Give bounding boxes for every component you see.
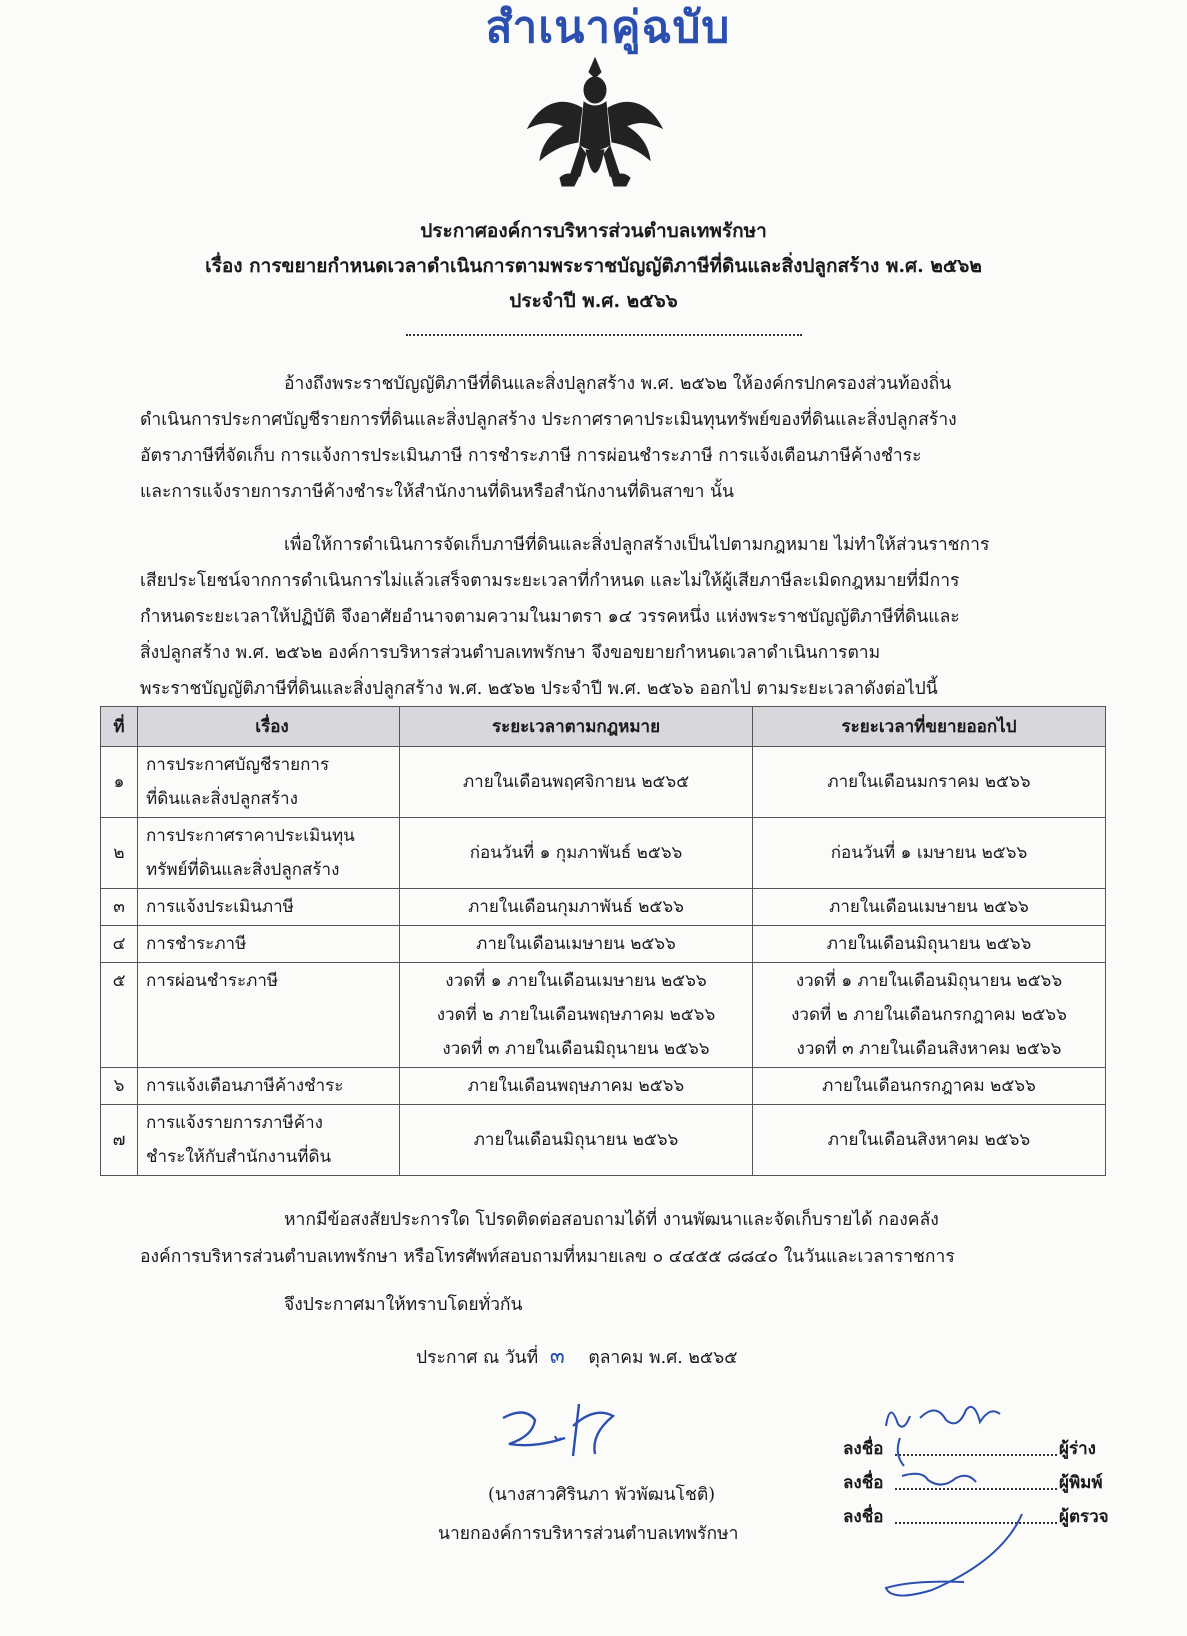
table-row bbox=[101, 963, 1106, 1068]
row-legal-period: ภายในเดือนมิถุนายน ๒๕๖๖ bbox=[400, 1105, 753, 1176]
row-no: ๗ bbox=[101, 1105, 138, 1176]
row-extended-period: ภายในเดือนมิถุนายน ๒๕๖๖ bbox=[753, 926, 1106, 963]
paragraph-line: เพื่อให้การดำเนินการจัดเก็บภาษีที่ดินและสิ่งปลูกสร้างเป็นไปตามกฎหมาย ไม่ทำให้ส่วนราชการ bbox=[284, 535, 990, 555]
topic-line: ทรัพย์ที่ดินและสิ่งปลูกสร้าง bbox=[146, 860, 340, 880]
typist-initial-signature-icon bbox=[890, 1436, 930, 1470]
topic-line: ที่ดินและสิ่งปลูกสร้าง bbox=[146, 789, 298, 809]
signatory-position: นายกองค์การบริหารส่วนตำบลเทพรักษา bbox=[438, 1524, 739, 1544]
installment-line: งวดที่ ๓ ภายในเดือนสิงหาคม ๒๕๖๖ bbox=[796, 1039, 1062, 1059]
installment-line: งวดที่ ๑ ภายในเดือนเมษายน ๒๕๖๖ bbox=[445, 971, 707, 991]
row-no: ๔ bbox=[101, 926, 138, 963]
header-extended-period: ระยะเวลาที่ขยายออกไป bbox=[753, 707, 1106, 747]
row-no: ๓ bbox=[101, 889, 138, 926]
table-row bbox=[101, 926, 1106, 963]
row-extended-period: ภายในเดือนสิงหาคม ๒๕๖๖ bbox=[753, 1105, 1106, 1176]
row-extended-period: ภายในเดือนเมษายน ๒๕๖๖ bbox=[753, 889, 1106, 926]
installment-line: งวดที่ ๒ ภายในเดือนกรกฎาคม ๒๕๖๖ bbox=[791, 1005, 1067, 1025]
row-legal-period: ภายในเดือนพฤษภาคม ๒๕๖๖ bbox=[400, 1068, 753, 1105]
row-legal-period: ภายในเดือนกุมภาพันธ์ ๒๕๖๖ bbox=[400, 889, 753, 926]
row-legal-period: ภายในเดือนเมษายน ๒๕๖๖ bbox=[400, 926, 753, 963]
row-extended-period: ก่อนวันที่ ๑ เมษายน ๒๕๖๖ bbox=[753, 818, 1106, 889]
announcement-title: ประกาศองค์การบริหารส่วนตำบลเทพรักษา bbox=[420, 220, 767, 242]
row-topic bbox=[138, 818, 400, 889]
contact-line-1: หากมีข้อสงสัยประการใด โปรดติดต่อสอบถามได้ที่ งานพัฒนาและจัดเก็บรายได้ กองคลัง bbox=[284, 1210, 939, 1230]
row-no: ๖ bbox=[101, 1068, 138, 1105]
row-topic bbox=[138, 747, 400, 818]
initial-role: ผู้ร่าง bbox=[1059, 1439, 1096, 1459]
row-topic: การชำระภาษี bbox=[138, 926, 400, 963]
topic-line: การประกาศราคาประเมินทุน bbox=[146, 826, 355, 846]
contact-line-2: องค์การบริหารส่วนตำบลเทพรักษา หรือโทรศัพท์สอบถามที่หมายเลข ๐ ๔๔๕๕ ๘๘๔๐ ในวันและเวลาราชการ bbox=[140, 1247, 955, 1267]
date-prefix: ประกาศ ณ วันที่ bbox=[416, 1348, 539, 1368]
paragraph-line: พระราชบัญญัติภาษีที่ดินและสิ่งปลูกสร้าง พ.ศ. ๒๕๖๒ ประจำปี พ.ศ. ๒๕๖๖ ออกไป ตามระยะเวลาดังต่อไปนี้ bbox=[140, 679, 938, 699]
table-header-row bbox=[101, 707, 1106, 747]
initial-role: ผู้พิมพ์ bbox=[1059, 1473, 1103, 1493]
schedule-table bbox=[100, 706, 1106, 1176]
paragraph-line: อ้างถึงพระราชบัญญัติภาษีที่ดินและสิ่งปลูกสร้าง พ.ศ. ๒๕๖๒ ให้องค์กรปกครองส่วนท้องถิ่น bbox=[284, 374, 952, 394]
table-row bbox=[101, 818, 1106, 889]
table-row bbox=[101, 1068, 1106, 1105]
table-row bbox=[101, 1105, 1106, 1176]
initial-label: ลงชื่อ bbox=[843, 1507, 884, 1527]
chief-signature-icon bbox=[495, 1396, 645, 1466]
topic-line: ชำระให้กับสำนักงานที่ดิน bbox=[146, 1147, 332, 1167]
installment-line: งวดที่ ๑ ภายในเดือนมิถุนายน ๒๕๖๖ bbox=[795, 971, 1063, 991]
paragraph-line: ดำเนินการประกาศบัญชีรายการที่ดินและสิ่งปลูกสร้าง ประกาศราคาประเมินทุนทรัพย์ของที่ดินและสิ่งปลูกสร้าง bbox=[140, 410, 957, 430]
row-legal-period: ภายในเดือนพฤศจิกายน ๒๕๖๕ bbox=[400, 747, 753, 818]
topic-line: การประกาศบัญชีรายการ bbox=[146, 755, 330, 775]
signatory-name: (นางสาวศิรินภา พัวพัฒนโชติ) bbox=[488, 1485, 716, 1505]
header-no: ที่ bbox=[101, 707, 138, 747]
topic-line: การแจ้งรายการภาษีค้าง bbox=[146, 1113, 323, 1133]
paragraph-line: สิ่งปลูกสร้าง พ.ศ. ๒๕๖๒ องค์การบริหารส่วนตำบลเทพรักษา จึงขอขยายกำหนดเวลาดำเนินการตาม bbox=[140, 643, 881, 663]
paragraph-purpose bbox=[140, 527, 1070, 707]
reviewer-initial-signature-icon bbox=[872, 1470, 1072, 1610]
row-no: ๑ bbox=[101, 747, 138, 818]
copy-stamp: สำเนาคู่ฉบับ bbox=[485, 2, 731, 53]
announcement-subject: เรื่อง การขยายกำหนดเวลาดำเนินการตามพระราชบัญญัติภาษีที่ดินและสิ่งปลูกสร้าง พ.ศ. ๒๕๖๒ bbox=[205, 255, 982, 277]
initial-label: ลงชื่อ bbox=[843, 1439, 884, 1459]
row-no: ๕ bbox=[101, 963, 138, 1068]
table-row bbox=[101, 889, 1106, 926]
row-legal-period bbox=[400, 963, 753, 1068]
initial-role: ผู้ตรวจ bbox=[1059, 1507, 1109, 1527]
header-legal-period: ระยะเวลาตามกฎหมาย bbox=[400, 707, 753, 747]
paragraph-reference bbox=[140, 366, 1070, 510]
paragraph-line: เสียประโยชน์จากการดำเนินการไม่แล้วเสร็จตามระยะเวลาที่กำหนด และไม่ให้ผู้เสียภาษีละเมิดกฎหมายที่มีการ bbox=[140, 571, 960, 591]
paragraph-line: อัตราภาษีที่จัดเก็บ การแจ้งการประเมินภาษี การชำระภาษี การผ่อนชำระภาษี การแจ้งเตือนภาษีค้างชำระ bbox=[140, 446, 922, 466]
row-topic: การแจ้งเตือนภาษีค้างชำระ bbox=[138, 1068, 400, 1105]
row-extended-period bbox=[753, 963, 1106, 1068]
row-extended-period: ภายในเดือนกรกฎาคม ๒๕๖๖ bbox=[753, 1068, 1106, 1105]
row-legal-period: ก่อนวันที่ ๑ กุมภาพันธ์ ๒๕๖๖ bbox=[400, 818, 753, 889]
installment-line: งวดที่ ๓ ภายในเดือนมิถุนายน ๒๕๖๖ bbox=[442, 1039, 710, 1059]
initial-label: ลงชื่อ bbox=[843, 1473, 884, 1493]
title-divider bbox=[406, 334, 802, 336]
announce-line: จึงประกาศมาให้ทราบโดยทั่วกัน bbox=[284, 1295, 523, 1315]
garuda-emblem-icon bbox=[520, 50, 670, 200]
row-extended-period: ภายในเดือนมกราคม ๒๕๖๖ bbox=[753, 747, 1106, 818]
announcement-year: ประจำปี พ.ศ. ๒๕๖๖ bbox=[509, 290, 678, 312]
header-topic: เรื่อง bbox=[138, 707, 400, 747]
row-topic: การแจ้งประเมินภาษี bbox=[138, 889, 400, 926]
table-row bbox=[101, 747, 1106, 818]
row-topic bbox=[138, 1105, 400, 1176]
row-topic: การผ่อนชำระภาษี bbox=[138, 963, 400, 1068]
row-no: ๒ bbox=[101, 818, 138, 889]
announce-date bbox=[416, 1338, 738, 1373]
installment-line: งวดที่ ๒ ภายในเดือนพฤษภาคม ๒๕๖๖ bbox=[436, 1005, 716, 1025]
paragraph-line: กำหนดระยะเวลาให้ปฏิบัติ จึงอาศัยอำนาจตามความในมาตรา ๑๔ วรรคหนึ่ง แห่งพระราชบัญญัติภาษีที่ดินและ bbox=[140, 607, 960, 627]
date-suffix: ตุลาคม พ.ศ. ๒๕๖๕ bbox=[588, 1348, 738, 1368]
date-day: ๓ bbox=[549, 1344, 565, 1369]
drafter-initial-signature-icon bbox=[880, 1396, 1030, 1436]
paragraph-line: และการแจ้งรายการภาษีค้างชำระให้สำนักงานที่ดินหรือสำนักงานที่ดินสาขา นั้น bbox=[140, 482, 734, 502]
